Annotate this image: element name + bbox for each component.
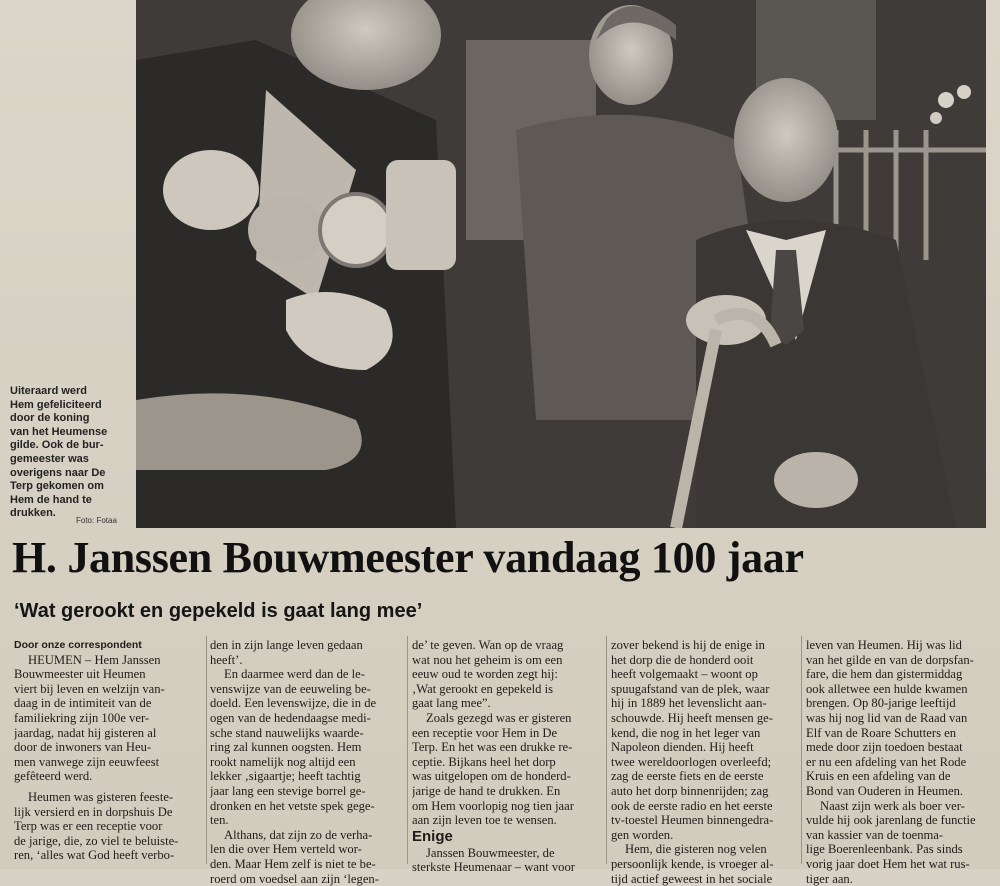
text-line: Bond van Ouderen in Heumen. — [806, 784, 1000, 799]
text-line: om Hem voorlopig nog tien jaar — [412, 799, 607, 814]
text-line: familiekring zijn 100e ver- — [14, 711, 209, 726]
text-line: eeuw oud te worden zegt hij: — [412, 667, 607, 682]
text-line: Naast zijn werk als boer ver- — [806, 799, 1000, 814]
text-line: mede door zijn toedoen bestaat — [806, 740, 1000, 755]
text-line: hij in 1889 het levenslicht aan- — [611, 696, 806, 711]
photo-caption — [10, 385, 135, 521]
text-line: brengen. Op 80-jarige leeftijd — [806, 696, 1000, 711]
section-subheading: Enige — [412, 828, 607, 846]
caption-line: Uiteraard werd — [10, 385, 135, 399]
text-line: lige Boerenleenbank. Pas sinds — [806, 842, 1000, 857]
text-line: gen worden. — [611, 828, 806, 843]
text-line: gefêteerd werd. — [14, 769, 209, 784]
caption-line: overigens naar De — [10, 467, 135, 481]
text-line: van kassier van de toenma- — [806, 828, 1000, 843]
text-line: Hem, die gisteren nog velen — [611, 842, 806, 857]
text-line: kend, die nog in het leger van — [611, 726, 806, 741]
text-line: de’ te geven. Wan op de vraag — [412, 638, 607, 653]
text-line: dronken en het vetste spek gege- — [210, 799, 405, 814]
subheadline: ‘Wat gerookt en gepekeld is gaat lang mee’ — [14, 600, 422, 623]
text-line: Heumen was gisteren feeste- — [14, 790, 209, 805]
text-line: schouwde. Hij heeft mensen ge- — [611, 711, 806, 726]
article-column-4 — [611, 638, 806, 886]
caption-line: Hem de hand te — [10, 494, 135, 508]
text-line: was hij nog lid van de Raad van — [806, 711, 1000, 726]
article-column-2 — [210, 638, 405, 886]
text-line: Zoals gezegd was er gisteren — [412, 711, 607, 726]
text-line: vulde hij ook jarenlang de functie — [806, 813, 1000, 828]
text-line: tijd actief geweest in het sociale — [611, 872, 806, 886]
article-column-1 — [14, 638, 209, 863]
text-line: Janssen Bouwmeester, de — [412, 846, 607, 861]
text-line: fare, die hem dan gistermiddag — [806, 667, 1000, 682]
text-line: Terp was er een receptie voor — [14, 819, 209, 834]
text-line: vorig jaar doet Hem het wat rus- — [806, 857, 1000, 872]
news-photo — [136, 0, 986, 528]
text-line: len die over Hem verteld wor- — [210, 842, 405, 857]
caption-line: gilde. Ook de bur- — [10, 439, 135, 453]
text-line: persoonlijk kende, is vroeger al- — [611, 857, 806, 872]
text-line: zag de eerste fiets en de eerste — [611, 769, 806, 784]
text-line: ‚Wat gerookt en gepekeld is — [412, 682, 607, 697]
text-line: heeft volgemaakt – woont op — [611, 667, 806, 682]
text-line: lijk versierd en in dorpshuis De — [14, 805, 209, 820]
text-line: Terp. En het was een drukke re- — [412, 740, 607, 755]
text-line: ook alletwee een hulde kwamen — [806, 682, 1000, 697]
text-line: van het gilde en van de dorpsfan- — [806, 653, 1000, 668]
text-line: roerd om voedsel aan zijn ‘legen- — [210, 872, 405, 886]
text-line: daag in de intimiteit van de — [14, 696, 209, 711]
text-line: wat nou het geheim is om een — [412, 653, 607, 668]
headline: H. Janssen Bouwmeester vandaag 100 jaar — [12, 532, 992, 583]
text-line: ook de eerste radio en het eerste — [611, 799, 806, 814]
article-column-5 — [806, 638, 1000, 886]
caption-line: gemeester was — [10, 453, 135, 467]
text-line: het dorp die de honderd ooit — [611, 653, 806, 668]
text-line: gaat lang mee”. — [412, 696, 607, 711]
text-line: aan zijn leven toe te wensen. — [412, 813, 607, 828]
text-line: ceptie. Bijkans heel het dorp — [412, 755, 607, 770]
text-line: lekker ‚sigaartje; heeft tachtig — [210, 769, 405, 784]
text-line: ogen van de hedendaagse medi- — [210, 711, 405, 726]
text-line: rookt namelijk nog altijd een — [210, 755, 405, 770]
text-line: tv-toestel Heumen binnengedra- — [611, 813, 806, 828]
text-line: leven van Heumen. Hij was lid — [806, 638, 1000, 653]
text-line: jarige de hand te drukken. En — [412, 784, 607, 799]
text-line: ren, ‘alles wat God heeft verbo- — [14, 848, 209, 863]
text-line: men vanwege zijn eeuwfeest — [14, 755, 209, 770]
text-line: was uitgelopen om de honderd- — [412, 769, 607, 784]
text-line: ten. — [210, 813, 405, 828]
text-line: zover bekend is hij de enige in — [611, 638, 806, 653]
text-line: de jarige, die, zo viel te beluiste- — [14, 834, 209, 849]
text-line: viert bij leven en welzijn van- — [14, 682, 209, 697]
column-divider — [606, 636, 607, 864]
text-line: Althans, dat zijn zo de verha- — [210, 828, 405, 843]
text-line: een receptie voor Hem in De — [412, 726, 607, 741]
text-line: auto het dorp binnenrijden; zag — [611, 784, 806, 799]
text-line: door de inwoners van Heu- — [14, 740, 209, 755]
caption-line: van het Heumense — [10, 426, 135, 440]
text-line: twee wereldoorlogen overleefd; — [611, 755, 806, 770]
caption-line: drukken. — [10, 507, 135, 521]
text-line: Napoleon dienden. Hij heeft — [611, 740, 806, 755]
text-line: den. Maar Hem zelf is niet te be- — [210, 857, 405, 872]
caption-line: Hem gefeliciteerd — [10, 399, 135, 413]
text-line: En daarmee werd dan de le- — [210, 667, 405, 682]
text-line: sche stand nauwelijks waarde- — [210, 726, 405, 741]
text-line: Elf van de Roare Schutters en — [806, 726, 1000, 741]
byline: Door onze correspondent — [14, 638, 209, 653]
text-line: Kruis en een afdeling van de — [806, 769, 1000, 784]
text-line: HEUMEN – Hem Janssen — [14, 653, 209, 668]
photo-illustration — [136, 0, 986, 528]
text-line: er nu een afdeling van het Rode — [806, 755, 1000, 770]
caption-line: door de koning — [10, 412, 135, 426]
text-line: tiger aan. — [806, 872, 1000, 886]
text-line: heeft’. — [210, 653, 405, 668]
text-line: spuugafstand van de plek, waar — [611, 682, 806, 697]
text-line: jaar lang een stevige borrel ge- — [210, 784, 405, 799]
text-line: ring zal kunnen oogsten. Hem — [210, 740, 405, 755]
article-column-3 — [412, 638, 607, 875]
text-line: den in zijn lange leven gedaan — [210, 638, 405, 653]
photo-credit: Foto: Fotaa — [76, 516, 117, 525]
caption-line: Terp gekomen om — [10, 480, 135, 494]
text-line: jaardag, nadat hij gisteren al — [14, 726, 209, 741]
column-divider — [407, 636, 408, 864]
column-divider — [801, 636, 802, 864]
text-line: sterkste Heumenaar – want voor — [412, 860, 607, 875]
text-line: venswijze van de eeuweling be- — [210, 682, 405, 697]
column-divider — [206, 636, 207, 864]
text-line: doeld. Een levenswijze, die in de — [210, 696, 405, 711]
text-line: Bouwmeester uit Heumen — [14, 667, 209, 682]
